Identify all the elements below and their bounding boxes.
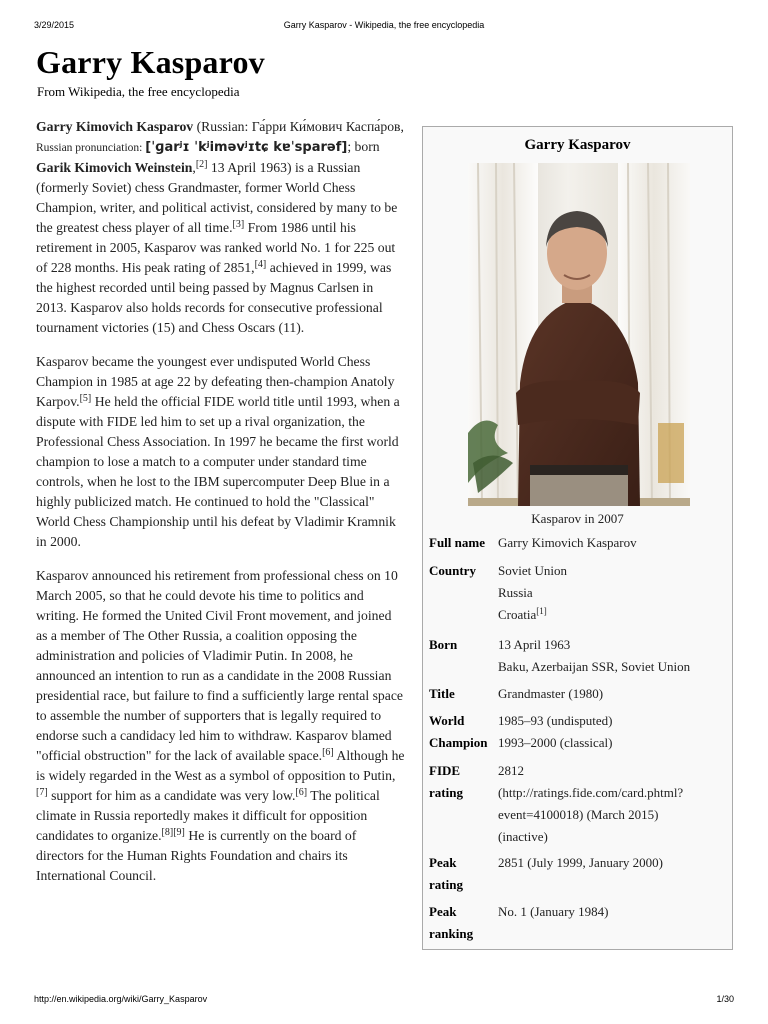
intro-paragraph-2: Kasparov became the youngest ever undisputed World Chess Champion in 1985 at age 22 by defeating then-champion Anatoly Karpov.[5] He held the official FIDE world title until 1993, when a dispute with FIDE led him to set up a rival organization, the Professional Chess Association. In 1997 he became the first world champion to lose a match to a computer under standard time controls, when he lost to the IBM supercomputer Deep Blue in a highly publicized match. He continued to hold the "Classical" World Chess Championship until his defeat by Vladimir Kramnik in 2000. xyxy=(36,354,400,549)
citation-link[interactable]: [6] xyxy=(295,787,308,798)
page-title: Garry Kasparov xyxy=(36,44,265,80)
intro-paragraph-1: Garry Kimovich Kasparov (Russian: Га́рри Ки́мович Каспа́ров, Russian pronunciation: [ˈɡarʲɪ ˈkʲiməvʲɪtɕ kɐˈsparəf]; born Garik Kimovich Weinstein,[2] 13 April 1963) is a Russian (formerly Soviet) chess Grandmaster, former World Chess Champion, writer, and political activist, considered by many to be the greatest chess player of all time.[3] From 1986 until his retirement in 2005, Kasparov was ranked world No. 1 for 225 out of 228 months. His peak rating of 2851,[4] achieved in 1999, was the highest recorded until being passed by Magnus Carlsen in 2013. Kasparov also holds records for consecutive professional tournament victories (15) and Chess Oscars (11). xyxy=(36,119,404,335)
citation-link[interactable]: [1] xyxy=(536,606,547,616)
infobox-row-peak-ranking: Peak ranking No. 1 (January 1984) xyxy=(429,904,609,941)
birthplace-link[interactable]: Baku, Azerbaijan SSR, Soviet Union xyxy=(498,659,691,674)
print-date: 3/29/2015 xyxy=(34,20,75,30)
title-link[interactable]: Grandmaster (1980) xyxy=(498,686,604,701)
infobox-row-full-name: Full name Garry Kimovich Kasparov xyxy=(429,535,637,550)
infobox-title: Garry Kasparov xyxy=(524,137,631,153)
infobox-row-country: Country Soviet Union Russia Croatia[1] xyxy=(429,560,728,630)
citation-link[interactable]: [5] xyxy=(79,393,92,404)
citation-link[interactable]: [6] xyxy=(322,747,334,758)
ipa-pronunciation[interactable]: [ˈɡarʲɪ ˈkʲiməvʲɪtɕ kɐˈsparəf] xyxy=(145,140,348,155)
tagline: From Wikipedia, the free encyclopedia xyxy=(37,84,240,99)
infobox-row-title: Title Grandmaster (1980) xyxy=(429,683,728,705)
infobox-row-fide-rating: FIDE rating 2812 (http://ratings.fide.com/card.phtml? event=4100018) (March 2015) (inactive) xyxy=(429,760,728,850)
infobox-row-peak-rating: Peak rating 2851 (July 1999, January 2000) xyxy=(429,855,664,892)
fide-ratings-link[interactable]: (http://ratings.fide.com/card.phtml? xyxy=(498,785,684,800)
infobox-row-world-champion: World Champion 1985–93 (undisputed) 1993–2000 (classical) xyxy=(429,713,613,750)
citation-link[interactable]: [4] xyxy=(254,259,267,270)
intro-paragraph-3: Kasparov announced his retirement from professional chess on 10 March 2005, so that he could devote his time to politics and writing. He formed the United Civil Front movement, and joined as a member of The Other Russia, a coalition opposing the administration and policies of Vladimir Putin. In 2008, he announced an intention to run as a candidate in the 2008 Russian presidential race, but failure to find a sufficiently large rental space to assemble the number of supporters that is legally required to endorse such a candidacy led him to withdraw. Kasparov blamed "official obstruction" for the lack of available space.[6] Although he is widely regarded in the West as a symbol of opposition to Putin,[7] support for him as a candidate was very low.[6] The political climate in Russia reportedly makes it difficult for opposition candidates to organize.[8][9] He is currently on the board of directors for the Human Rights Foundation and chairs its International Council. xyxy=(36,568,405,883)
country-link[interactable]: Soviet Union xyxy=(498,563,567,578)
subject-name: Garry Kimovich Kasparov xyxy=(36,119,194,134)
citation-link[interactable]: [2] xyxy=(195,159,208,170)
infobox-row-born: Born 13 April 1963 Baku, Azerbaijan SSR, Soviet Union xyxy=(429,634,728,680)
citation-link[interactable]: [3] xyxy=(232,219,245,230)
infobox xyxy=(422,126,733,950)
citation-link[interactable]: [8] xyxy=(161,827,174,838)
portrait-photo[interactable] xyxy=(468,163,690,506)
print-page-title: Garry Kasparov - Wikipedia, the free encyclopedia xyxy=(283,20,485,30)
country-link[interactable]: Croatia xyxy=(498,607,537,622)
country-link[interactable]: Russia xyxy=(498,585,533,600)
print-footer xyxy=(34,994,734,1006)
pronunciation-label: Russian pronunciation: xyxy=(36,142,146,154)
print-url: http://en.wikipedia.org/wiki/Garry_Kasparov xyxy=(34,994,208,1004)
portrait-caption: Kasparov in 2007 xyxy=(531,511,624,526)
russian-link[interactable]: Га́рри Ки́мович Каспа́ров xyxy=(251,119,401,134)
portrait-illustration xyxy=(468,163,690,506)
article-body xyxy=(36,117,406,900)
print-header xyxy=(34,20,734,32)
birth-name: Garik Kimovich Weinstein xyxy=(36,160,193,175)
citation-link[interactable]: [9] xyxy=(173,827,185,838)
citation-link[interactable]: [7] xyxy=(36,787,48,798)
print-page-number: 1/30 xyxy=(716,994,734,1004)
